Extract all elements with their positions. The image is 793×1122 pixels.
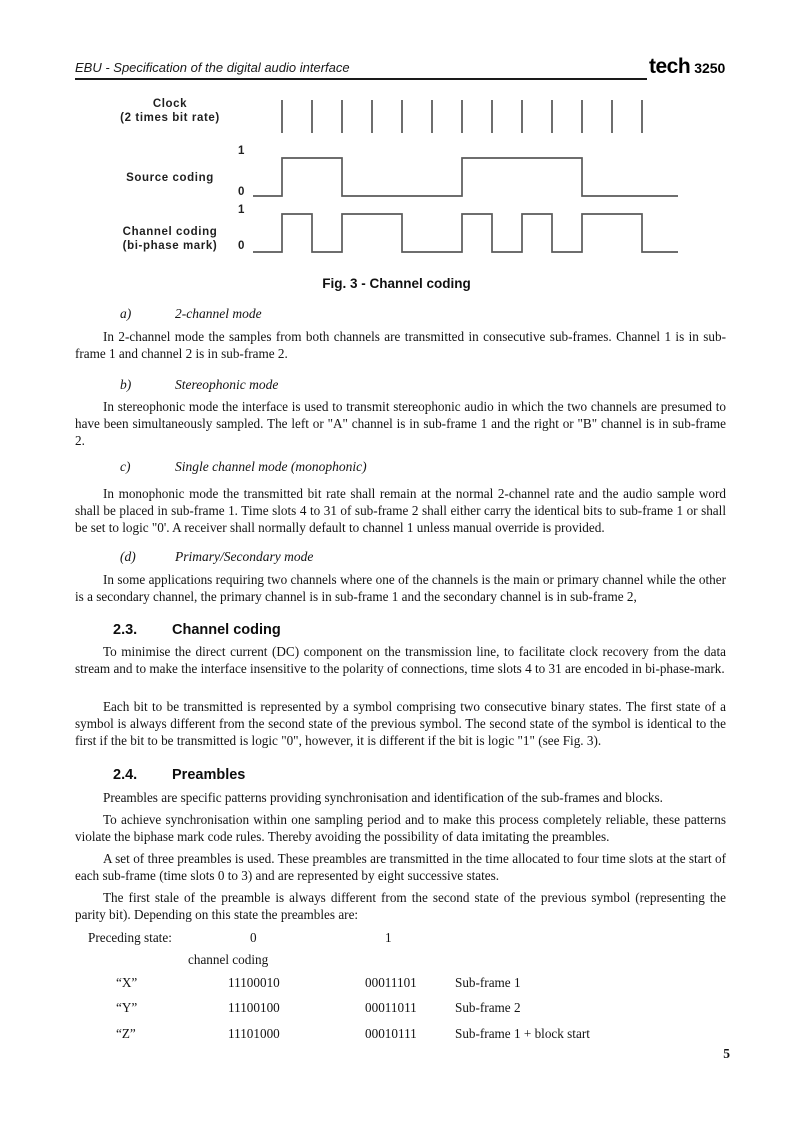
table-row-y-desc: Sub-frame 2	[455, 1000, 521, 1015]
section-number: 2.3.	[113, 622, 138, 638]
channel-coding-label-line1: Channel coding	[122, 226, 218, 238]
paragraph: Each bit to be transmitted is represented by a symbol comprising two consecutive binary states. The first state of a symbol is always different from the second state of the previous symbol. The second state of the symbol is identical to the first if the bit to be transmitted is logic "0", however, it is different if the bit is logic "1" (see Fig. 3).	[75, 699, 726, 749]
subsection-title: Primary/Secondary mode	[175, 549, 314, 564]
channel-level-0-label: 0	[238, 240, 245, 252]
table-row-z-desc: Sub-frame 1 + block start	[455, 1026, 590, 1041]
table-row-z-name: “Z”	[116, 1026, 136, 1041]
figure-caption: Fig. 3 - Channel coding	[322, 276, 471, 291]
paragraph: The first stale of the preamble is always different from the second state of the previous symbol (representing the parity bit). Depending on this state the preambles are:	[75, 890, 726, 923]
section-title: Preambles	[172, 767, 246, 783]
table-row-y-name: “Y”	[116, 1000, 138, 1015]
subsection-title: Single channel mode (monophonic)	[175, 459, 367, 474]
preceding-state-label: Preceding state:	[88, 930, 172, 945]
channel-coding-subheader: channel coding	[188, 952, 269, 967]
paragraph: In stereophonic mode the interface is used to transmit stereophonic audio in which the two channels are presumed to have been simultaneously sampled. The left or "A" channel is in sub-frame 1 and the right or "B" channel is in sub-frame 2.	[75, 399, 726, 449]
brand-number: 3250	[694, 60, 726, 76]
section-title: Channel coding	[172, 622, 281, 638]
source-level-1-label: 1	[238, 145, 245, 157]
table-row-x-code1: 00011101	[365, 975, 417, 990]
subsection-marker: b)	[120, 377, 132, 392]
clock-label-line2: (2 times bit rate)	[120, 112, 220, 124]
table-row-z-code1: 00010111	[365, 1026, 417, 1041]
channel-coding-label	[95, 225, 245, 253]
paragraph: A set of three preambles is used. These preambles are transmitted in the time allocated to four time slots at the start of each sub-frame (time slots 0 to 3) and are represented by eight successive states.	[75, 851, 726, 884]
paragraph: In some applications requiring two channels where one of the channels is the main or primary channel while the other is a secondary channel, the primary channel is in sub-frame 1 and the secondary channel is in sub-frame 2,	[75, 572, 726, 605]
table-row-y-code0: 11100100	[228, 1000, 280, 1015]
table-row-x-code0: 11100010	[228, 975, 280, 990]
subsection-heading-a	[75, 306, 726, 322]
section-heading-2-4	[75, 767, 726, 783]
paragraph: In monophonic mode the transmitted bit rate shall remain at the normal 2-channel rate and the audio sample word shall be placed in sub-frame 1. Time slots 4 to 31 of sub-frame 2 shall either carry the identical bits to sub-frame 1 or shall be set to logic "0'. A receiver shall normally default to channel 1 unless manual override is provided.	[75, 486, 726, 536]
page-number: 5	[723, 1046, 730, 1061]
subsection-title: Stereophonic mode	[175, 377, 279, 392]
source-level-0-label: 0	[238, 186, 245, 198]
paragraph: To minimise the direct current (DC) component on the transmission line, to facilitate clock recovery from the data stream and to make the interface insensitive to the polarity of connections, time slots 4 to 31 are encoded in bi-phase-mark.	[75, 644, 726, 677]
brand-tech-label: tech	[649, 55, 691, 78]
channel-level-1-label: 1	[238, 204, 245, 216]
subsection-heading-c	[75, 459, 726, 475]
table-row-z-code0: 11101000	[228, 1026, 280, 1041]
subsection-marker: c)	[120, 459, 131, 474]
table-row-y-code1: 00011011	[365, 1000, 417, 1015]
subsection-heading-d	[75, 549, 726, 565]
preceding-state-1: 1	[385, 930, 392, 945]
subsection-title: 2-channel mode	[175, 306, 262, 321]
figure-channel-coding	[0, 95, 793, 267]
brand-logo	[649, 55, 759, 79]
subsection-marker: (d)	[120, 549, 136, 564]
subsection-marker: a)	[120, 306, 132, 321]
paragraph: Preambles are specific patterns providing synchronisation and identification of the sub-frames and blocks.	[103, 790, 663, 805]
channel-coding-label-line2: (bi-phase mark)	[122, 240, 218, 252]
section-heading-2-3	[75, 622, 726, 638]
section-number: 2.4.	[113, 767, 138, 783]
paragraph: To achieve synchronisation within one sampling period and to make this process completely reliable, these patterns violate the biphase mark code rules. Thereby avoiding the possibility of data imitating the preambles.	[75, 812, 726, 845]
paragraph: In 2-channel mode the samples from both channels are transmitted in consecutive sub-frames. Channel 1 is in sub-frame 1 and channel 2 is in sub-frame 2.	[75, 329, 726, 362]
subsection-heading-b	[75, 377, 726, 393]
preceding-state-0: 0	[250, 930, 257, 945]
clock-label	[95, 97, 245, 125]
table-row-x-name: “X”	[116, 975, 138, 990]
table-row-x-desc: Sub-frame 1	[455, 975, 521, 990]
clock-label-line1: Clock	[152, 98, 188, 110]
header-title: EBU - Specification of the digital audio interface	[75, 60, 647, 80]
source-coding-label: Source coding	[126, 172, 214, 184]
